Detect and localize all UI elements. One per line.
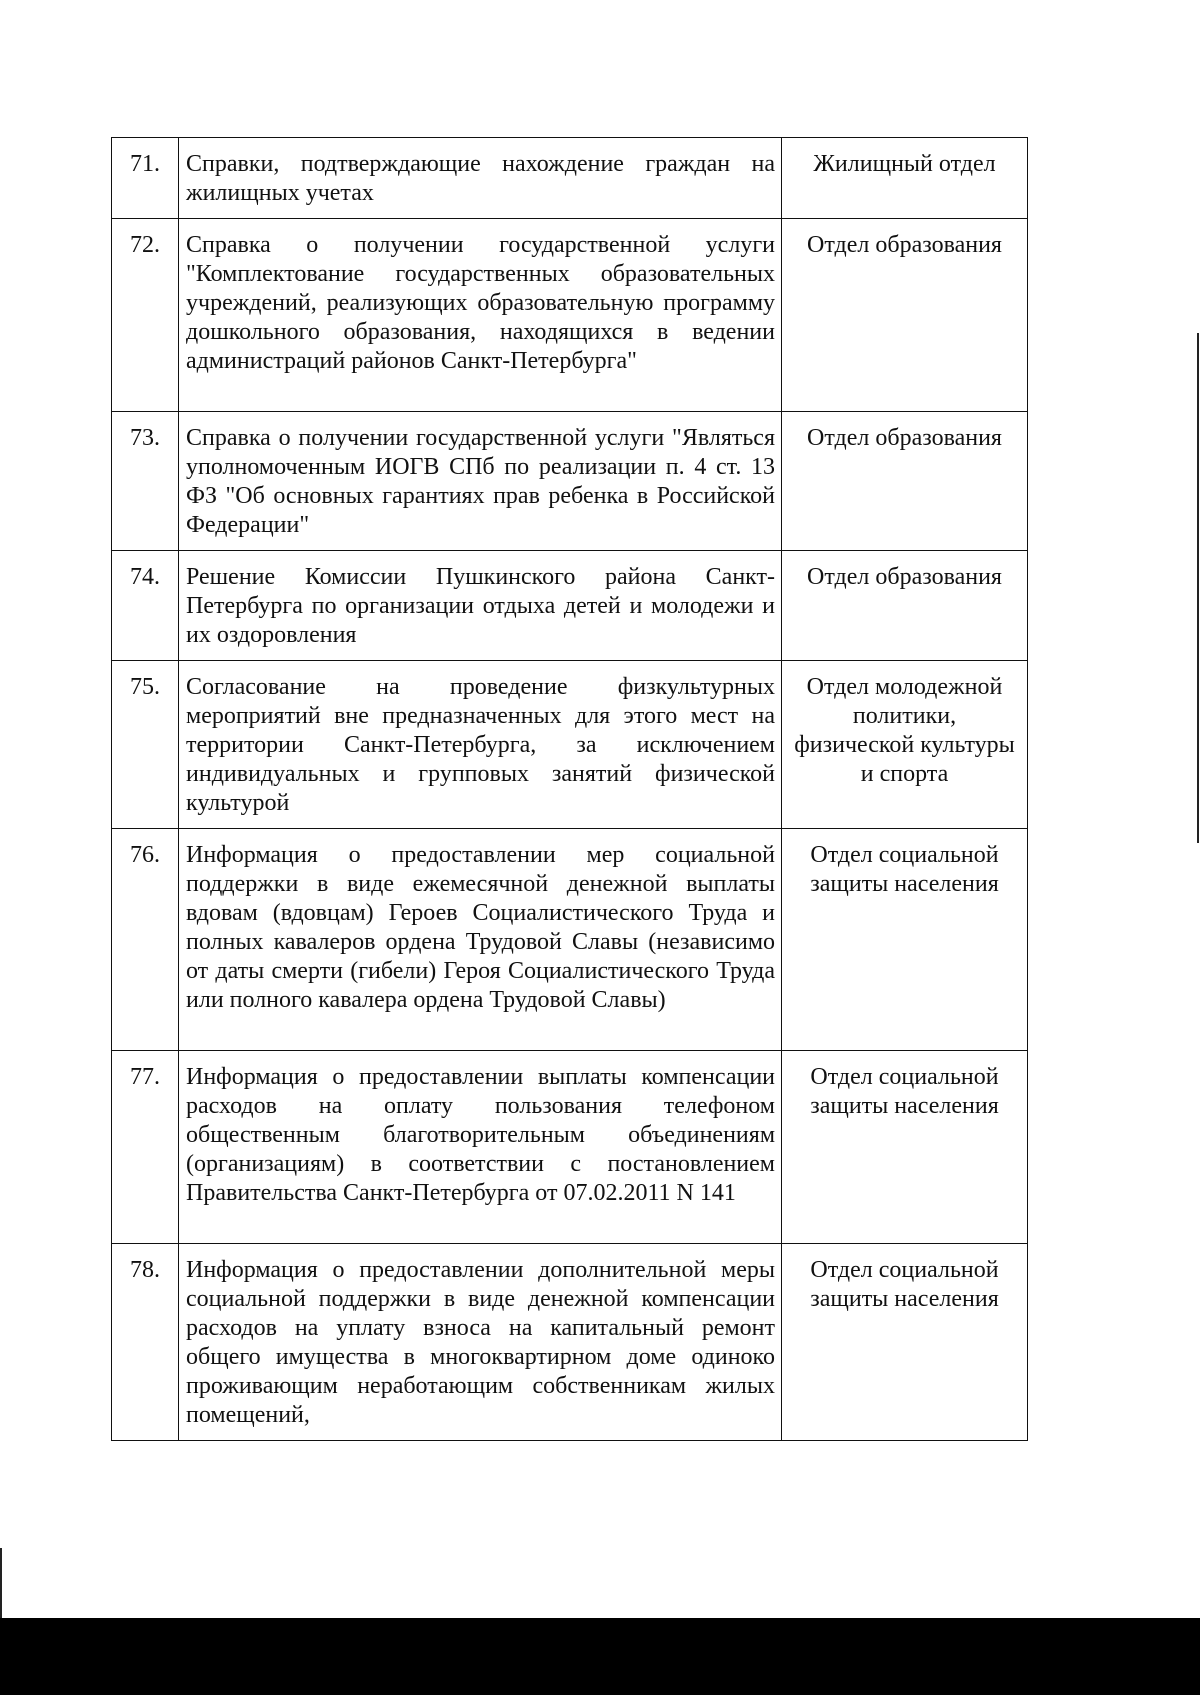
responsible-department: Отдел социальной защиты населения (782, 1051, 1028, 1244)
table-row (112, 138, 1028, 219)
scan-edge-line-right (1197, 333, 1199, 843)
service-description: Решение Комиссии Пушкинского района Санкт-Петербурга по организации отдыха детей и молодежи и их оздоровления (179, 551, 782, 661)
table-row (112, 661, 1028, 829)
table-row (112, 1051, 1028, 1244)
table-row (112, 829, 1028, 1051)
service-description: Информация о предоставлении дополнительной меры социальной поддержки в виде денежной компенсации расходов на уплату взноса на капитальный ремонт общего имущества в многоквартирном доме одиноко проживающим неработающим собственникам жилых помещений, (179, 1244, 782, 1441)
responsible-department: Отдел образования (782, 551, 1028, 661)
responsible-department: Отдел молодежной политики, физической культуры и спорта (782, 661, 1028, 829)
responsible-department: Отдел социальной защиты населения (782, 829, 1028, 1051)
service-description: Справка о получении государственной услуги "Являться уполномоченным ИОГВ СПб по реализации п. 4 ст. 13 ФЗ "Об основных гарантиях прав ребенка в Российской Федерации" (179, 412, 782, 551)
scan-edge-line-left (0, 1548, 2, 1618)
service-description: Справка о получении государственной услуги "Комплектование государственных образовательных учреждений, реализующих образовательную программу дошкольного образования, находящихся в ведении администраций районов Санкт-Петербурга" (179, 219, 782, 412)
services-table (111, 137, 1028, 1441)
row-number: 74. (112, 551, 179, 661)
table-row (112, 219, 1028, 412)
responsible-department: Отдел образования (782, 219, 1028, 412)
row-number: 73. (112, 412, 179, 551)
row-number: 71. (112, 138, 179, 219)
responsible-department: Отдел социальной защиты населения (782, 1244, 1028, 1441)
table-row (112, 551, 1028, 661)
responsible-department: Жилищный отдел (782, 138, 1028, 219)
service-description: Согласование на проведение физкультурных мероприятий вне предназначенных для этого мест на территории Санкт-Петербурга, за исключением индивидуальных и групповых занятий физической культурой (179, 661, 782, 829)
table-row (112, 412, 1028, 551)
service-description: Информация о предоставлении выплаты компенсации расходов на оплату пользования телефоном общественным благотворительным объединениям (организациям) в соответствии с постановлением Правительства Санкт-Петербурга от 07.02.2011 N 141 (179, 1051, 782, 1244)
table-row (112, 1244, 1028, 1441)
row-number: 77. (112, 1051, 179, 1244)
service-description: Справки, подтверждающие нахождение граждан на жилищных учетах (179, 138, 782, 219)
service-description: Информация о предоставлении мер социальной поддержки в виде ежемесячной денежной выплаты вдовам (вдовцам) Героев Социалистического Труда и полных кавалеров ордена Трудовой Славы (независимо от даты смерти (гибели) Героя Социалистического Труда или полного кавалера ордена Трудовой Славы) (179, 829, 782, 1051)
responsible-department: Отдел образования (782, 412, 1028, 551)
scan-bottom-band (0, 1618, 1200, 1695)
row-number: 75. (112, 661, 179, 829)
row-number: 72. (112, 219, 179, 412)
row-number: 76. (112, 829, 179, 1051)
row-number: 78. (112, 1244, 179, 1441)
